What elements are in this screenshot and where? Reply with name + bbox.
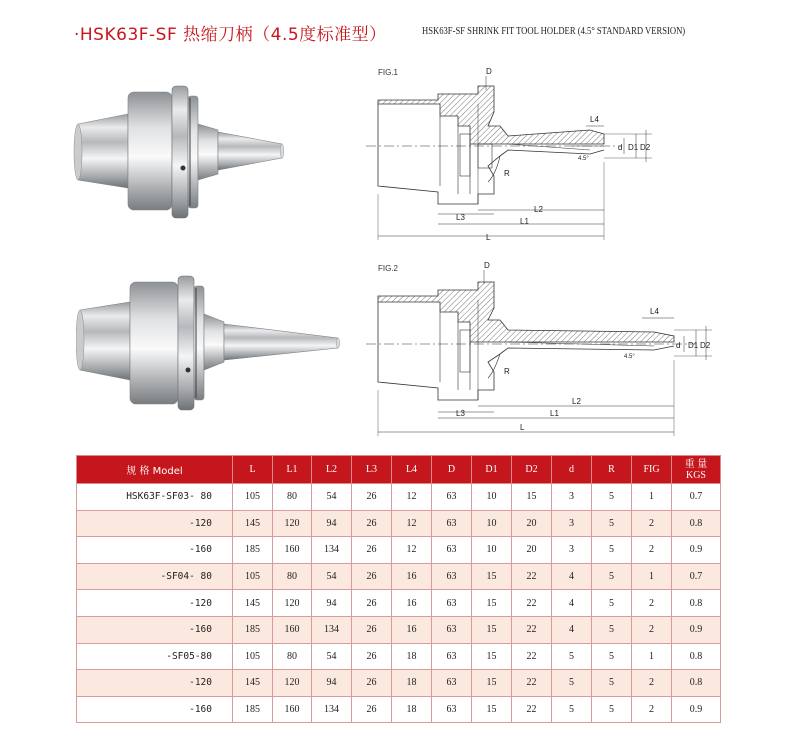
cell-d2: 22 bbox=[512, 643, 552, 670]
table-row bbox=[77, 537, 721, 564]
fig2-dim-angle: 4.5° bbox=[624, 354, 635, 360]
cell-d: 4 bbox=[552, 563, 592, 590]
fig2-dim-L: L bbox=[520, 423, 525, 432]
cell-kgs: 0.8 bbox=[672, 670, 721, 697]
cell-model: -160 bbox=[77, 616, 233, 643]
cell-r: 5 bbox=[592, 563, 632, 590]
cell-l4: 16 bbox=[392, 616, 432, 643]
table-row bbox=[77, 643, 721, 670]
cell-l2: 94 bbox=[312, 510, 352, 537]
cell-d: 4 bbox=[552, 590, 592, 617]
fig2-label: FIG.2 bbox=[378, 264, 399, 273]
cell-d1: 15 bbox=[472, 616, 512, 643]
cell-l4: 16 bbox=[392, 590, 432, 617]
cell-l: 105 bbox=[233, 484, 273, 511]
cell-l2: 134 bbox=[312, 616, 352, 643]
cell-fig: 1 bbox=[632, 484, 672, 511]
fig2-dim-d: d bbox=[676, 341, 681, 350]
cell-r: 5 bbox=[592, 696, 632, 723]
cell-l2: 54 bbox=[312, 484, 352, 511]
header-weight bbox=[672, 456, 721, 484]
table-row bbox=[77, 616, 721, 643]
cell-d2: 22 bbox=[512, 563, 552, 590]
fig1-dim-D1: D1 bbox=[628, 143, 639, 152]
cell-d2: 20 bbox=[512, 537, 552, 564]
cell-model: -120 bbox=[77, 510, 233, 537]
cell-l3: 26 bbox=[352, 537, 392, 564]
cell-d: 3 bbox=[552, 537, 592, 564]
fig1-dim-L: L bbox=[486, 233, 491, 242]
cell-d: 3 bbox=[552, 510, 592, 537]
cell-d1: 10 bbox=[472, 537, 512, 564]
header-D2: D2 bbox=[512, 456, 552, 484]
cell-d2: 15 bbox=[512, 484, 552, 511]
cell-l: 185 bbox=[233, 537, 273, 564]
cell-l1: 80 bbox=[273, 484, 312, 511]
cell-l1: 160 bbox=[273, 537, 312, 564]
cell-kgs: 0.8 bbox=[672, 590, 721, 617]
cell-fig: 2 bbox=[632, 510, 672, 537]
cell-d1: 15 bbox=[472, 563, 512, 590]
fig2-dim-L4: L4 bbox=[650, 307, 659, 316]
cell-d: 63 bbox=[432, 670, 472, 697]
technical-drawing-fig1 bbox=[360, 64, 680, 250]
cell-model: -160 bbox=[77, 537, 233, 564]
cell-d2: 22 bbox=[512, 670, 552, 697]
cell-model: -SF05-80 bbox=[77, 643, 233, 670]
cell-fig: 2 bbox=[632, 696, 672, 723]
cell-d1: 15 bbox=[472, 590, 512, 617]
cell-l3: 26 bbox=[352, 510, 392, 537]
header-weight-cn: 重 量 bbox=[684, 458, 708, 470]
fig1-label: FIG.1 bbox=[378, 68, 399, 77]
table-row bbox=[77, 696, 721, 723]
cell-l: 185 bbox=[233, 616, 273, 643]
header-L3: L3 bbox=[352, 456, 392, 484]
cell-l1: 160 bbox=[273, 696, 312, 723]
cell-l4: 18 bbox=[392, 696, 432, 723]
fig2-dim-D2: D2 bbox=[700, 341, 711, 350]
cell-l3: 26 bbox=[352, 643, 392, 670]
cell-d: 5 bbox=[552, 643, 592, 670]
title-chinese: ·HSK63F-SF 热缩刀柄（4.5度标准型） bbox=[74, 25, 387, 45]
cell-fig: 2 bbox=[632, 616, 672, 643]
table-body bbox=[77, 484, 721, 723]
cell-l3: 26 bbox=[352, 590, 392, 617]
header-L2: L2 bbox=[312, 456, 352, 484]
cell-model: -120 bbox=[77, 670, 233, 697]
cell-fig: 2 bbox=[632, 590, 672, 617]
technical-drawing-fig2 bbox=[360, 260, 720, 440]
cell-model: -160 bbox=[77, 696, 233, 723]
cell-d: 63 bbox=[432, 484, 472, 511]
cell-l1: 120 bbox=[273, 670, 312, 697]
header-L4: L4 bbox=[392, 456, 432, 484]
cell-model: -120 bbox=[77, 590, 233, 617]
header-model: 规 格 Model bbox=[77, 456, 233, 484]
cell-d2: 20 bbox=[512, 510, 552, 537]
cell-d2: 22 bbox=[512, 616, 552, 643]
cell-d2: 22 bbox=[512, 590, 552, 617]
cell-l: 105 bbox=[233, 643, 273, 670]
cell-l: 105 bbox=[233, 563, 273, 590]
cell-d1: 15 bbox=[472, 643, 512, 670]
title-english: HSK63F-SF SHRINK FIT TOOL HOLDER (4.5° STANDARD VERSION) bbox=[422, 26, 686, 37]
cell-r: 5 bbox=[592, 643, 632, 670]
cell-l: 185 bbox=[233, 696, 273, 723]
cell-l4: 18 bbox=[392, 643, 432, 670]
cell-d: 5 bbox=[552, 670, 592, 697]
cell-d: 63 bbox=[432, 537, 472, 564]
fig1-dim-L2: L2 bbox=[534, 205, 543, 214]
cell-d: 5 bbox=[552, 696, 592, 723]
fig2-dim-L3: L3 bbox=[456, 409, 465, 418]
product-photo-long bbox=[76, 270, 346, 420]
header-R: R bbox=[592, 456, 632, 484]
cell-kgs: 0.7 bbox=[672, 563, 721, 590]
cell-fig: 1 bbox=[632, 643, 672, 670]
cell-r: 5 bbox=[592, 670, 632, 697]
fig1-dim-d: d bbox=[618, 143, 623, 152]
cell-l2: 134 bbox=[312, 696, 352, 723]
cell-l1: 80 bbox=[273, 563, 312, 590]
cell-fig: 2 bbox=[632, 537, 672, 564]
spec-table bbox=[76, 455, 721, 723]
cell-d: 63 bbox=[432, 563, 472, 590]
fig1-dim-L4: L4 bbox=[590, 115, 599, 124]
cell-l4: 12 bbox=[392, 484, 432, 511]
cell-kgs: 0.8 bbox=[672, 510, 721, 537]
fig1-dim-L1: L1 bbox=[520, 217, 529, 226]
cell-d: 4 bbox=[552, 616, 592, 643]
cell-l4: 18 bbox=[392, 670, 432, 697]
table-row bbox=[77, 563, 721, 590]
cell-d1: 10 bbox=[472, 484, 512, 511]
cell-d: 63 bbox=[432, 590, 472, 617]
table-row bbox=[77, 590, 721, 617]
cell-d: 3 bbox=[552, 484, 592, 511]
cell-r: 5 bbox=[592, 590, 632, 617]
cell-l: 145 bbox=[233, 670, 273, 697]
cell-d: 63 bbox=[432, 616, 472, 643]
cell-kgs: 0.9 bbox=[672, 696, 721, 723]
header-d: d bbox=[552, 456, 592, 484]
cell-l2: 134 bbox=[312, 537, 352, 564]
cell-l2: 54 bbox=[312, 643, 352, 670]
cell-l1: 120 bbox=[273, 510, 312, 537]
cell-d1: 15 bbox=[472, 670, 512, 697]
cell-d1: 10 bbox=[472, 510, 512, 537]
fig1-dim-L3: L3 bbox=[456, 213, 465, 222]
fig2-dim-D1: D1 bbox=[688, 341, 699, 350]
cell-l1: 120 bbox=[273, 590, 312, 617]
cell-r: 5 bbox=[592, 616, 632, 643]
fig2-dim-D: D bbox=[484, 261, 490, 270]
cell-l2: 94 bbox=[312, 590, 352, 617]
table-header-row bbox=[77, 456, 721, 484]
cell-r: 5 bbox=[592, 484, 632, 511]
fig1-dim-angle: 4.5° bbox=[578, 156, 589, 162]
cell-kgs: 0.9 bbox=[672, 537, 721, 564]
cell-l: 145 bbox=[233, 590, 273, 617]
cell-d: 63 bbox=[432, 696, 472, 723]
fig2-dim-L2: L2 bbox=[572, 397, 581, 406]
cell-r: 5 bbox=[592, 537, 632, 564]
cell-d1: 15 bbox=[472, 696, 512, 723]
cell-l3: 26 bbox=[352, 670, 392, 697]
cell-l3: 26 bbox=[352, 563, 392, 590]
cell-l2: 54 bbox=[312, 563, 352, 590]
cell-l4: 12 bbox=[392, 510, 432, 537]
cell-l4: 16 bbox=[392, 563, 432, 590]
cell-l3: 26 bbox=[352, 696, 392, 723]
cell-d: 63 bbox=[432, 510, 472, 537]
cell-kgs: 0.7 bbox=[672, 484, 721, 511]
cell-model: -SF04- 80 bbox=[77, 563, 233, 590]
fig1-dim-R: R bbox=[504, 169, 510, 178]
cell-l4: 12 bbox=[392, 537, 432, 564]
table-row bbox=[77, 670, 721, 697]
cell-model: HSK63F-SF03- 80 bbox=[77, 484, 233, 511]
cell-l3: 26 bbox=[352, 616, 392, 643]
cell-d: 63 bbox=[432, 643, 472, 670]
table-row bbox=[77, 484, 721, 511]
cell-l1: 160 bbox=[273, 616, 312, 643]
header-L1: L1 bbox=[273, 456, 312, 484]
table-row bbox=[77, 510, 721, 537]
header-weight-en: KGS bbox=[685, 469, 706, 481]
cell-kgs: 0.8 bbox=[672, 643, 721, 670]
header-FIG: FIG bbox=[632, 456, 672, 484]
cell-l: 145 bbox=[233, 510, 273, 537]
fig2-dim-R: R bbox=[504, 367, 510, 376]
cell-l1: 80 bbox=[273, 643, 312, 670]
cell-fig: 2 bbox=[632, 670, 672, 697]
fig1-dim-D: D bbox=[486, 67, 492, 76]
cell-d2: 22 bbox=[512, 696, 552, 723]
cell-kgs: 0.9 bbox=[672, 616, 721, 643]
cell-fig: 1 bbox=[632, 563, 672, 590]
cell-r: 5 bbox=[592, 510, 632, 537]
page-title bbox=[74, 20, 774, 50]
cell-l3: 26 bbox=[352, 484, 392, 511]
fig2-dim-L1: L1 bbox=[550, 409, 559, 418]
product-photo-short bbox=[70, 78, 295, 238]
fig1-dim-D2: D2 bbox=[640, 143, 651, 152]
header-D: D bbox=[432, 456, 472, 484]
cell-l2: 94 bbox=[312, 670, 352, 697]
header-D1: D1 bbox=[472, 456, 512, 484]
header-L: L bbox=[233, 456, 273, 484]
